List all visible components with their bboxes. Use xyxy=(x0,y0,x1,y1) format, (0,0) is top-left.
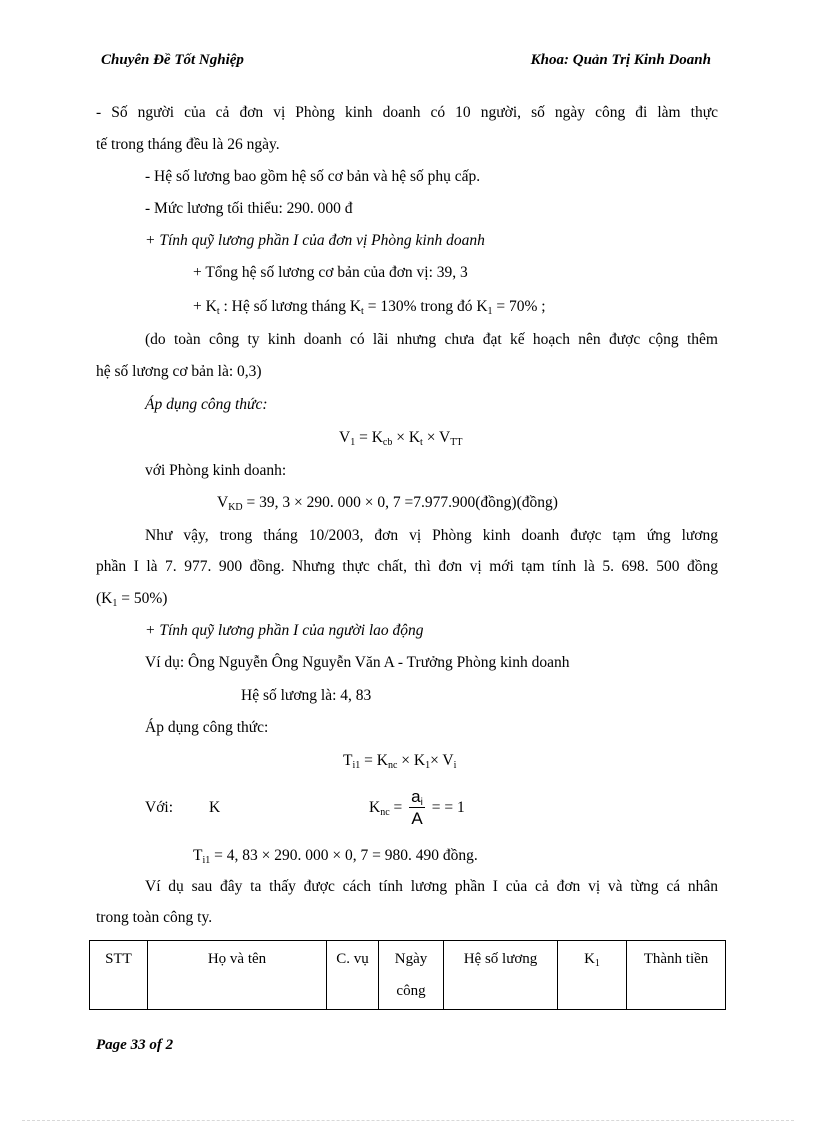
paragraph-line: phần I là 7. 977. 900 đồng. Nhưng thực chất, thì đơn vị mới tạm tính là 5. 698. 500 đồng xyxy=(96,558,718,575)
paragraph-label: K xyxy=(209,799,221,816)
paragraph-line: - Số người của cả đơn vị Phòng kinh doanh có 10 người, số ngày công đi làm thực xyxy=(96,104,718,121)
paragraph-line: với Phòng kinh doanh: xyxy=(145,462,287,479)
formula-knc: $K_{nc}$ = $\frac{a_i}{A}$ = = 1 xyxy=(369,786,465,828)
table-header-cell: Hệ số lương xyxy=(444,941,558,1010)
paragraph-line: tế trong tháng đều là 26 ngày. xyxy=(96,136,280,153)
paragraph-line: - Mức lương tối thiểu: 290. 000 đ xyxy=(145,200,353,217)
table-header-cell: C. vụ xyxy=(327,941,379,1010)
formula-ti1: $T_{i1} = K_{nc} \times K_1\times V_i$ xyxy=(343,752,457,771)
table-header-cell: $K_1$ xyxy=(558,941,627,1010)
formula-v1: $V_1 = K_{cb} \times K_t \times V_{TT}$ xyxy=(339,429,463,448)
formula-result: $T_{i1} = 4$, 83 × 290. 000 × 0, 7 = 980. 490 đồng. xyxy=(193,847,478,866)
paragraph-line: Như vậy, trong tháng 10/2003, đơn vị Phòng kinh doanh được tạm ứng lương xyxy=(145,527,718,544)
paragraph-line: Ví dụ sau đây ta thấy được cách tính lương phần I của cả đơn vị và từng cá nhân xyxy=(145,878,718,895)
formula-intro: Áp dụng công thức: xyxy=(145,396,268,413)
fraction: $\frac{a_i}{A}$ xyxy=(411,786,423,828)
page-number: Page 33 of 2 xyxy=(96,1037,174,1053)
paragraph-line: trong toàn công ty. xyxy=(96,909,213,926)
page-divider xyxy=(22,1120,794,1121)
bullet-line: + $K_t$ : Hệ số lương tháng $K_t = 130\%$ trong đó $K_1 = 70\%$ ; xyxy=(193,298,546,317)
formula-vkd: $V_{KD} = 39$, 3 × 290. 000 × 0, 7 =7.977.900(đồng)(đồng) xyxy=(217,494,558,513)
table-header-cell: Thành tiền xyxy=(627,941,726,1010)
paragraph-label: Với: xyxy=(145,799,174,816)
section-heading: + Tính quỹ lương phần I của đơn vị Phòng kinh doanh xyxy=(145,232,485,249)
table-header-row xyxy=(90,941,726,1010)
paragraph-line: (do toàn công ty kinh doanh có lãi nhưng chưa đạt kế hoạch nên được cộng thêm xyxy=(145,331,718,348)
paragraph-line: $(K_1 = 50\%)$ xyxy=(96,590,168,609)
table-header-cell: STT xyxy=(90,941,148,1010)
salary-table xyxy=(89,940,726,1010)
header-left-title: Chuyên Đề Tốt Nghiệp xyxy=(101,52,244,68)
paragraph-line: hệ số lương cơ bản là: 0,3) xyxy=(96,363,262,380)
table-header-cell: Họ và tên xyxy=(148,941,327,1010)
bullet-line: + Tổng hệ số lương cơ bản của đơn vị: 39, 3 xyxy=(193,264,468,281)
paragraph-line: Hệ số lương là: 4, 83 xyxy=(241,687,372,704)
header-right-title: Khoa: Quản Trị Kinh Doanh xyxy=(530,52,711,68)
paragraph-line: - Hệ số lương bao gồm hệ số cơ bản và hệ số phụ cấp. xyxy=(145,168,481,185)
paragraph-line: Ví dụ: Ông Nguyễn Ông Nguyễn Văn A - Trưởng Phòng kinh doanh xyxy=(145,654,570,671)
formula-intro: Áp dụng công thức: xyxy=(145,719,269,736)
table-header-cell: Ngày công xyxy=(379,941,444,1010)
section-heading: + Tính quỹ lương phần I của người lao động xyxy=(145,622,424,639)
